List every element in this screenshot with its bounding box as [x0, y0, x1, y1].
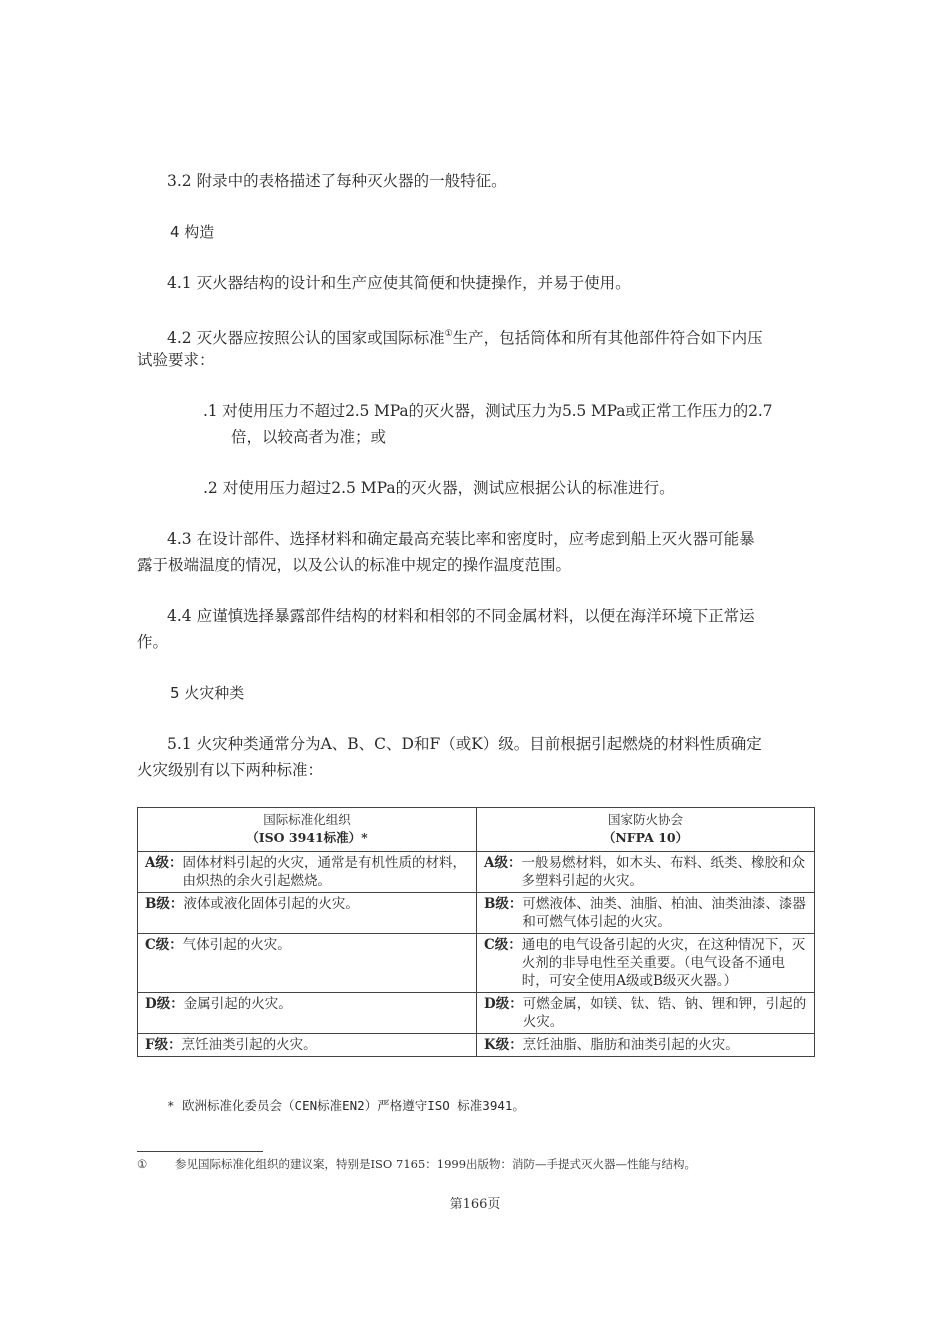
- class-description: 金属引起的火灾。: [183, 996, 292, 1012]
- class-description: 烹饪油脂、脂肪和油类引起的火灾。: [522, 1037, 739, 1053]
- item-4-2-1-line2: 倍，以较高者为准；或: [231, 428, 387, 446]
- class-description: 固体材料引起的火灾，通常是有机性质的材料，由炽热的余火引起燃烧。: [182, 855, 466, 889]
- iso-cell: [138, 893, 477, 934]
- paragraph-4-1: 4.1 灭火器结构的设计和生产应使其简便和快捷操作，并易于使用。: [167, 274, 631, 292]
- paragraph-5-1-line2: 火灾级别有以下两种标准：: [137, 761, 324, 779]
- paragraph-4-3-line1: 4.3 在设计部件、选择材料和确定最高充装比率和密度时，应考虑到船上灭火器可能暴: [167, 530, 755, 548]
- paragraph-5-1-line1: 5.1 火灾种类通常分为A、B、C、D和F（或K）级。目前根据引起燃烧的材料性质确定: [167, 735, 762, 753]
- class-label: A级：: [484, 855, 522, 871]
- table-row: [138, 893, 815, 934]
- class-label: C级：: [145, 937, 183, 953]
- iso-cell: [138, 852, 477, 893]
- iso-cell: [138, 1034, 477, 1057]
- header-iso-title: 国际标准化组织: [263, 812, 351, 827]
- table-row: [138, 934, 815, 993]
- footnote-text: 参见国际标准化组织的建议案，特别是ISO 7165：1999出版物：消防—手提式灭火器—性能与结构。: [175, 1157, 697, 1171]
- section-heading-4: 4 构造: [170, 223, 215, 241]
- class-label: B级：: [484, 896, 523, 912]
- class-label: F级：: [145, 1037, 182, 1053]
- class-description: 通电的电气设备引起的火灾，在这种情况下，灭火剂的非导电性至关重要。（电气设备不通电时，可安全使用A级或B级灭火器。）: [521, 937, 806, 989]
- class-description: 烹饪油类引起的火灾。: [181, 1037, 317, 1053]
- iso-cell: [138, 934, 477, 993]
- paragraph-4-4-line1: 4.4 应谨慎选择暴露部件结构的材料和相邻的不同金属材料，以便在海洋环境下正常运: [167, 607, 755, 625]
- section-heading-5: 5 火灾种类: [170, 684, 245, 702]
- table-row: [138, 993, 815, 1034]
- header-nfpa-sub: （NFPA 10）: [602, 830, 689, 845]
- nfpa-cell: [477, 852, 815, 893]
- paragraph-4-2-text-a: 4.2 灭火器应按照公认的国家或国际标准: [167, 329, 445, 347]
- header-nfpa: [477, 808, 815, 852]
- header-iso: [138, 808, 477, 852]
- table-header-row: [138, 808, 815, 852]
- footnote-mark: ①: [137, 1157, 148, 1171]
- table-note: * 欧洲标准化委员会（CEN标准EN2）严格遵守ISO 标准3941。: [167, 1098, 525, 1113]
- class-label: C级：: [484, 937, 522, 953]
- paragraph-3-2: 3.2 附录中的表格描述了每种灭火器的一般特征。: [167, 172, 507, 190]
- page-number: 第166页: [449, 1197, 501, 1212]
- nfpa-cell: [477, 993, 815, 1034]
- class-description: 液体或液化固体引起的火灾。: [183, 896, 359, 912]
- paragraph-4-3-line2: 露于极端温度的情况，以及公认的标准中规定的操作温度范围。: [137, 556, 572, 574]
- nfpa-cell: [477, 1034, 815, 1057]
- nfpa-cell: [477, 934, 815, 993]
- table-row: [138, 1034, 815, 1057]
- nfpa-cell: [477, 893, 815, 934]
- class-label: A级：: [145, 855, 183, 871]
- paragraph-4-4-line2: 作。: [137, 633, 169, 651]
- header-iso-sub: （ISO 3941标准）*: [246, 830, 368, 845]
- iso-cell: [138, 993, 477, 1034]
- footnote: [137, 1156, 696, 1172]
- paragraph-4-2-line2: 试验要求：: [137, 351, 215, 369]
- header-nfpa-title: 国家防火协会: [607, 812, 683, 827]
- class-description: 可燃金属，如镁、钛、锆、钠、锂和钾，引起的火灾。: [522, 996, 807, 1030]
- paragraph-4-2-line1: [167, 321, 763, 351]
- item-4-2-1-line1: .1 对使用压力不超过2.5 MPa的灭火器，测试压力为5.5 MPa或正常工作压力的2.7: [203, 402, 773, 420]
- class-description: 一般易燃材料，如木头、布料、纸类、橡胶和众多塑料引起的火灾。: [521, 855, 805, 889]
- class-label: D级：: [484, 996, 523, 1012]
- fire-class-table: [137, 807, 815, 1057]
- item-4-2-2: .2 对使用压力超过2.5 MPa的灭火器，测试应根据公认的标准进行。: [203, 479, 675, 497]
- class-description: 气体引起的火灾。: [182, 937, 291, 953]
- class-label: B级：: [145, 896, 184, 912]
- table-row: [138, 852, 815, 893]
- class-label: D级：: [145, 996, 184, 1012]
- footnote-reference[interactable]: ①: [444, 329, 453, 339]
- class-label: K级：: [484, 1037, 523, 1053]
- class-description: 可燃液体、油类、油脂、柏油、油类油漆、漆器和可燃气体引起的火灾。: [522, 896, 806, 930]
- paragraph-4-2-text-b: 生产，包括筒体和所有其他部件符合如下内压: [452, 329, 763, 347]
- footnote-divider: [137, 1151, 263, 1152]
